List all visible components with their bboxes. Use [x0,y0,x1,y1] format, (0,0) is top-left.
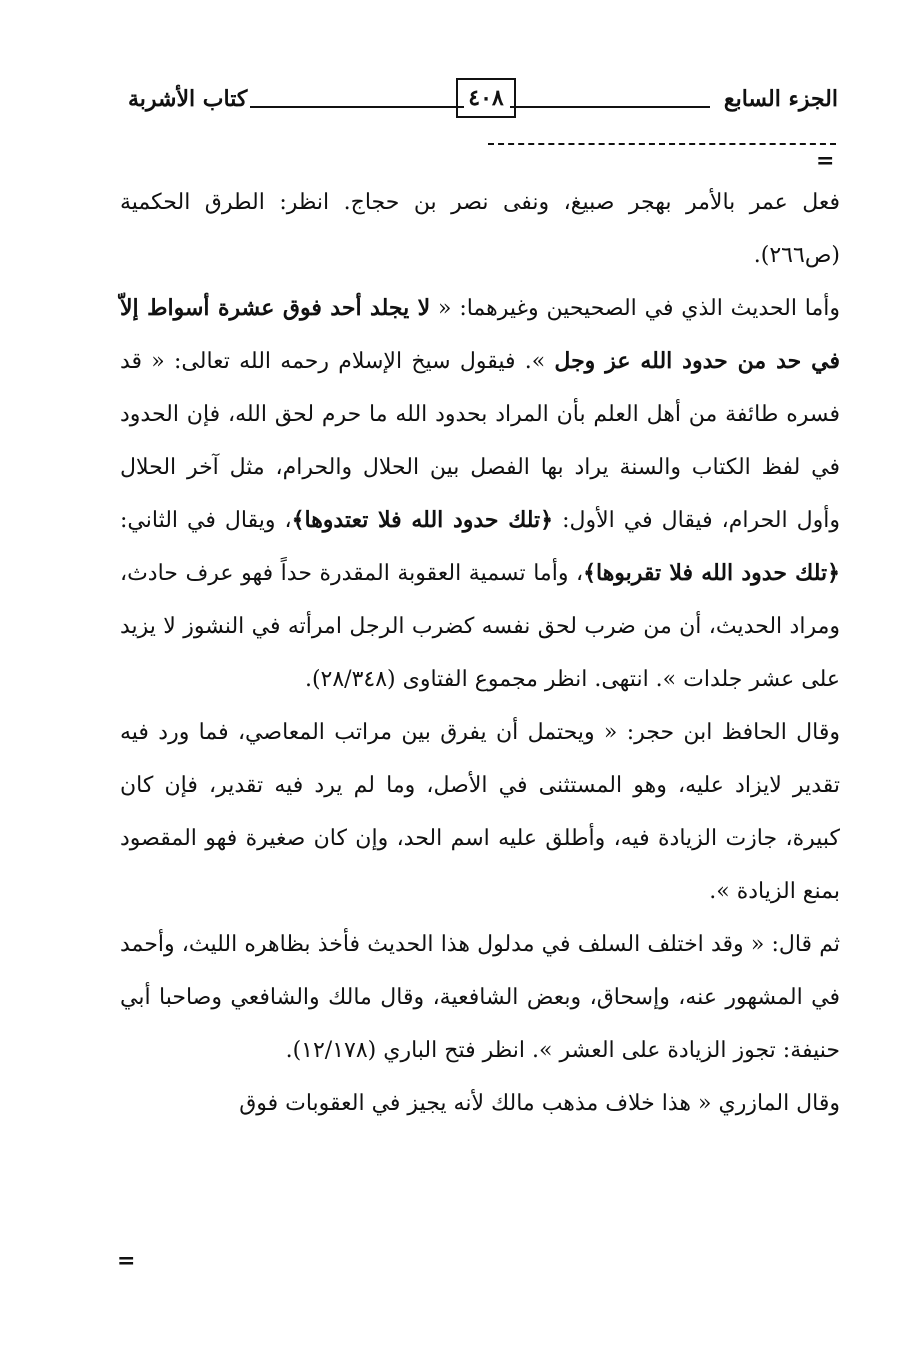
running-header [128,78,838,128]
header-rule-left [250,106,464,108]
continuation-mark-bottom: = [117,1248,136,1274]
hadith-quote: لا يجلد أحد فوق عشرة أسواط إلاّ في حد من حدود الله عز وجل [120,295,841,374]
volume-label: الجزء السابع [723,86,838,112]
quran-quote-2: ﴿تلك حدود الله فلا تقربوها﴾ [583,560,840,586]
paragraph-5: وقال المازري « هذا خلاف مذهب مالك لأنه يجيز في العقوبات فوق [239,1091,840,1116]
continuation-mark-top: = [816,148,835,174]
book-title: كتاب الأشربة [128,86,248,112]
paragraph-3: وقال الحافظ ابن حجر: « ويحتمل أن يفرق بين مراتب المعاصي، فما ورد فيه تقدير لايزاد عليه، وهو المستثنى في الأصل، وما لم يرد فيه تقدير، فإن كان كبيرة، جازت الزيادة فيه، وأطلق عليه اسم الحد، وإن كان صغيرة فهو المقصود بمنع الزيادة ». [120,720,840,904]
paragraph-2-commentary: ». فيقول سيخ الإسلام رحمه الله تعالى: « قد فسره طائفة من أهل العلم بأن المراد بحدود الله ما حرم لحق الله، فإن الحدود في لفظ الكتاب والسنة يراد بها الفصل بين الحلال والحرام، مثل آخر الحلال وأول الحرام، فيقال في الأول: [120,349,840,533]
paragraph-2-intro: وأما الحديث الذي في الصحيحين وغيرهما: « [430,296,840,321]
footnote-separator [488,143,836,145]
header-rule-right [510,106,710,108]
paragraph-2 [120,282,840,706]
paragraph-2-conclusion: ، وأما تسمية العقوبة المقدرة حداً فهو عرف حادث، ومراد الحديث، أن من ضرب لحق نفسه كضرب الرجل امرأته في النشوز لا يزيد على عشر جلدات ». انتهى. انظر مجموع الفتاوى (٢٨/٣٤٨). [120,561,840,692]
paragraph-2-link: ، ويقال في الثاني: [120,508,292,533]
quran-quote-1: ﴿تلك حدود الله فلا تعتدوها﴾ [291,507,554,533]
page-number: ٤٠٨ [456,78,516,118]
footnote-body [120,176,840,1130]
paragraph-4: ثم قال: « وقد اختلف السلف في مدلول هذا الحديث فأخذ بظاهره الليث، وأحمد في المشهور عنه، وإسحاق، وبعض الشافعية، وقال مالك والشافعي وصاحبا أبي حنيفة: تجوز الزيادة على العشر ». انظر فتح الباري (١٢/١٧٨). [120,932,840,1063]
paragraph-1: فعل عمر بالأمر بهجر صبيغ، ونفى نصر بن حجاج. انظر: الطرق الحكمية (ص٢٦٦). [120,190,840,268]
